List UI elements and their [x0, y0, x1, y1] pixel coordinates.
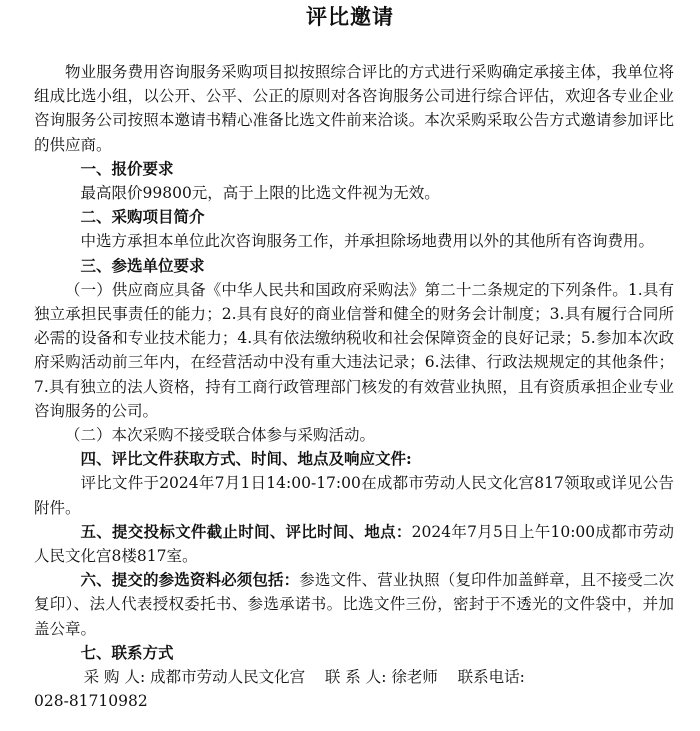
section-6-heading: 六、提交的参选资料必须包括： — [80, 570, 300, 590]
contact-line — [34, 665, 674, 689]
purchaser-value: 成都市劳动人民文化宫 — [150, 668, 306, 687]
section-6-text: 参选文件、营业执照（复印件加盖鲜章，且不接受二次复印）、法人代表授权委托书、参选承诺书。比选文件三份，密封于不透光的文件袋中，并加盖公章。 — [34, 571, 674, 638]
section-5-text: 2024年7月5日上午10:00成都市劳动人民文化宫8楼817室。 — [34, 522, 674, 566]
page-title: 评比邀请 — [306, 4, 394, 29]
section-4-text: 评比文件于2024年7月1日14:00-17:00在成都市劳动人民文化宫817领取或详见公告附件。 — [34, 474, 674, 517]
section-6 — [34, 568, 674, 641]
section-3-text-1: （一）供应商应具备《中华人民共和国政府采购法》第二十二条规定的下列条件。1.具有独立承担民事责任的能力；2.具有良好的商业信誉和健全的财务会计制度；3.具有履行合同所必需的设备和专业技术能力；4.具有依法缴纳税收和社会保障资金的良好记录；5.参加本次政府采购活动前三年内，在经营活动中没有重大违法记录；6.法律、行政法规规定的其他条件；7.具有独立的法人资格，持有工商行政管理部门核发的有效营业执照，且有资质承担企业专业咨询服务的公司。 — [34, 280, 674, 420]
section-4-heading: 四、评比文件获取方式、时间、地点及响应文件: — [80, 449, 412, 469]
intro-paragraph: 物业服务费用咨询服务采购项目拟按照综合评比的方式进行采购确定承接主体，我单位将组成比选小组，以公开、公平、公正的原则对各咨询服务公司进行综合评估，欢迎各专业企业咨询服务公司按照本邀请书精心准备比选文件前来洽谈。本次采购采取公告方式邀请参加评比的供应商。 — [34, 63, 674, 154]
section-1-text: 最高限价99800元，高于上限的比选文件视为无效。 — [80, 184, 440, 203]
document-body — [34, 60, 674, 713]
phone-label: 联系电话: — [457, 668, 525, 687]
contact-value: 徐老师 — [391, 668, 438, 687]
section-3-text-2: （二）本次采购不接受联合体参与采购活动。 — [65, 426, 376, 445]
section-5-heading: 五、提交投标文件截止时间、评比时间、地点： — [80, 521, 412, 541]
section-1-heading: 一、报价要求 — [80, 158, 174, 178]
section-2-text: 中选方承担本单位此次咨询服务工作，并承担除场地费用以外的其他所有咨询费用。 — [80, 232, 655, 251]
phone-value: 028-81710982 — [34, 692, 148, 711]
purchaser-label: 采 购 人: — [83, 668, 146, 687]
section-3-heading: 三、参选单位要求 — [80, 255, 205, 275]
section-7-heading: 七、联系方式 — [80, 642, 174, 662]
section-2-heading: 二、采购项目简介 — [80, 207, 205, 227]
contact-label: 联 系 人: — [324, 668, 387, 687]
section-5 — [34, 520, 674, 568]
